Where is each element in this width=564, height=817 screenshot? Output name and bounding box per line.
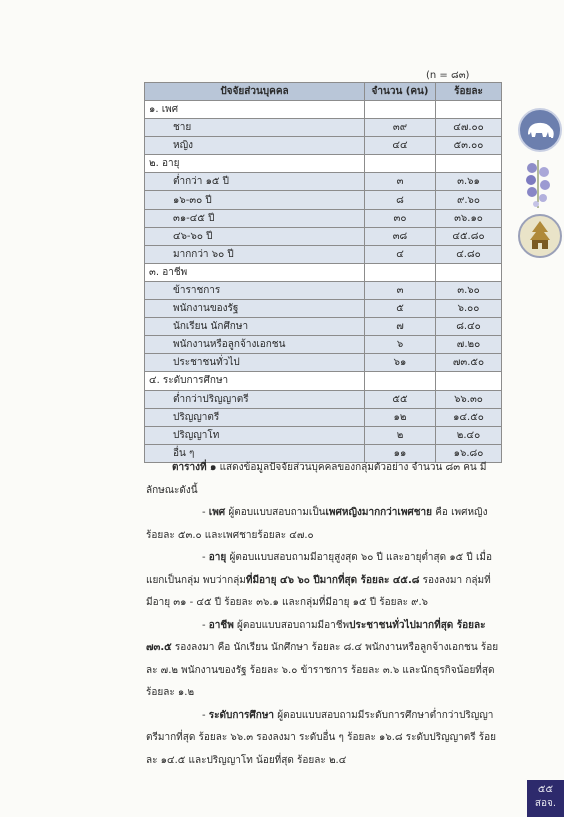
table-reference: ตารางที่ ๑ bbox=[172, 462, 217, 473]
cell-factor: ๔. ระดับการศึกษา bbox=[145, 372, 365, 390]
table-category-row bbox=[145, 155, 502, 173]
age-text-2: รองลงมา กลุ่มที่มีอายุ ๓๑ - ๔๕ ปี ร้อยละ ๓๖.๑ และกลุ่มที่มีอายุ ๑๕ ปี ร้อยละ ๙.๖ bbox=[146, 574, 491, 608]
cell-percent bbox=[436, 155, 502, 173]
table-header-row bbox=[145, 83, 502, 101]
cell-factor: ๓. อาชีพ bbox=[145, 263, 365, 281]
cell-factor: พนักงานหรือลูกจ้างเอกชน bbox=[145, 336, 365, 354]
cell-factor: ต่ำกว่า ๑๕ ปี bbox=[145, 173, 365, 191]
cell-percent: ๓.๖๐ bbox=[436, 281, 502, 299]
bullet-dash: - bbox=[202, 709, 209, 721]
cell-count: ๕ bbox=[365, 300, 436, 318]
cell-count: ๔๔ bbox=[365, 137, 436, 155]
table-category-row bbox=[145, 101, 502, 119]
cell-factor: ๑. เพศ bbox=[145, 101, 365, 119]
cell-count: ๔ bbox=[365, 245, 436, 263]
intro-text: แสดงข้อมูลปัจจัยส่วนบุคคลของกลุ่มตัวอย่าง จำนวน ๘๓ คน มีลักษณะดังนี้ bbox=[146, 462, 487, 496]
organization-abbrev: สอจ. bbox=[534, 798, 557, 809]
cell-factor: ๓๑-๔๕ ปี bbox=[145, 209, 365, 227]
education-text: ผู้ตอบแบบสอบถามมีระดับการศึกษาต่ำกว่าปริญญาตรีมากที่สุด ร้อยละ ๖๖.๓ รองลงมา ระดับอื่น ๆ ร้อยละ ๑๖.๘ ระดับปริญญาตรี ร้อยละ ๑๔.๕ และปริญญาโท น้อยที่สุด ร้อยละ ๒.๔ bbox=[146, 709, 497, 766]
cell-percent: ๕๓.๐๐ bbox=[436, 137, 502, 155]
page-number: ๕๕ bbox=[537, 784, 554, 795]
header-count: จำนวน (คน) bbox=[365, 83, 436, 101]
header-factor: ปัจจัยส่วนบุคคล bbox=[145, 83, 365, 101]
cell-factor: ๔๖-๖๐ ปี bbox=[145, 227, 365, 245]
bullet-dash: - bbox=[202, 507, 209, 518]
cell-factor: หญิง bbox=[145, 137, 365, 155]
age-highlight: ที่มีอายุ ๔๖ ๖๐ ปีมากที่สุด ร้อยละ ๔๕.๘ bbox=[245, 574, 420, 586]
cell-count bbox=[365, 372, 436, 390]
table-category-row bbox=[145, 263, 502, 281]
cell-percent: ๓๖.๑๐ bbox=[436, 209, 502, 227]
cell-percent bbox=[436, 372, 502, 390]
table-row bbox=[145, 318, 502, 336]
cell-count: ๑๒ bbox=[365, 408, 436, 426]
cell-factor: มากกว่า ๖๐ ปี bbox=[145, 245, 365, 263]
gender-text-1: ผู้ตอบแบบสอบถามเป็น bbox=[225, 507, 326, 518]
table-category-row bbox=[145, 372, 502, 390]
table-row bbox=[145, 336, 502, 354]
page-number-badge bbox=[527, 780, 564, 817]
cell-factor: ชาย bbox=[145, 119, 365, 137]
table-row bbox=[145, 390, 502, 408]
gender-paragraph bbox=[146, 502, 502, 547]
cell-count: ๓๐ bbox=[365, 209, 436, 227]
cell-percent: ๓.๖๑ bbox=[436, 173, 502, 191]
occupation-text-2: รองลงมา คือ นักเรียน นักศึกษา ร้อยละ ๘.๔ พนักงานหรือลูกจ้างเอกชน ร้อยละ ๗.๒ พนักงานของรัฐ ร้อยละ ๖.๐ ข้าราชการ ร้อยละ ๓.๖ และนักธุรกิจน้อยที่สุด ร้อยละ ๑.๒ bbox=[146, 642, 499, 698]
cell-factor: ประชาชนทั่วไป bbox=[145, 354, 365, 372]
table-row bbox=[145, 245, 502, 263]
table-row bbox=[145, 137, 502, 155]
occupation-text-1: ผู้ตอบแบบสอบถามมีอาชีพ bbox=[233, 619, 350, 631]
age-paragraph bbox=[146, 547, 502, 615]
cell-percent bbox=[436, 101, 502, 119]
cell-count bbox=[365, 101, 436, 119]
cell-count: ๗ bbox=[365, 318, 436, 336]
cell-percent: ๖.๐๐ bbox=[436, 300, 502, 318]
cell-count: ๓๘ bbox=[365, 227, 436, 245]
cell-percent: ๒.๔๐ bbox=[436, 426, 502, 444]
cell-factor: ๒. อายุ bbox=[145, 155, 365, 173]
cell-count: ๓ bbox=[365, 173, 436, 191]
cell-count: ๓๙ bbox=[365, 119, 436, 137]
table-row bbox=[145, 209, 502, 227]
table-description bbox=[146, 457, 502, 772]
age-text-1: ผู้ตอบแบบสอบถามมีอายุสูงสุด ๖๐ ปี และอายุต่ำสุด ๑๕ ปี เมื่อแยกเป็นกลุ่ม พบว่ากลุ่ม bbox=[146, 552, 492, 586]
cell-factor: ข้าราชการ bbox=[145, 281, 365, 299]
bullet-dash: - bbox=[202, 552, 209, 563]
table-row bbox=[145, 281, 502, 299]
cell-percent: ๖๖.๓๐ bbox=[436, 390, 502, 408]
table-row bbox=[145, 426, 502, 444]
table-row bbox=[145, 300, 502, 318]
cell-factor: ๑๖-๓๐ ปี bbox=[145, 191, 365, 209]
cell-percent: ๔๕.๘๐ bbox=[436, 227, 502, 245]
cell-percent: ๘.๔๐ bbox=[436, 318, 502, 336]
cell-count bbox=[365, 263, 436, 281]
occupation-paragraph bbox=[146, 615, 502, 705]
occupation-highlight: ประชาชนทั่วไปมากที่สุด ร้อยละ ๗๓.๕ bbox=[146, 619, 486, 653]
cell-percent bbox=[436, 263, 502, 281]
cell-count: ๘ bbox=[365, 191, 436, 209]
elephant-emblem-icon bbox=[518, 108, 562, 152]
personal-factors-table bbox=[144, 82, 502, 463]
cell-factor: พนักงานของรัฐ bbox=[145, 300, 365, 318]
cell-factor: ปริญญาโท bbox=[145, 426, 365, 444]
cell-factor: นักเรียน นักศึกษา bbox=[145, 318, 365, 336]
bullet-dash: - bbox=[202, 619, 209, 631]
cell-factor: ปริญญาตรี bbox=[145, 408, 365, 426]
table-row bbox=[145, 354, 502, 372]
cell-count: ๖ bbox=[365, 336, 436, 354]
cell-percent: ๙.๖๐ bbox=[436, 191, 502, 209]
occupation-heading: อาชีพ bbox=[208, 619, 234, 631]
education-paragraph bbox=[146, 705, 502, 773]
cell-percent: ๗.๒๐ bbox=[436, 336, 502, 354]
cell-count: ๕๕ bbox=[365, 390, 436, 408]
table-row bbox=[145, 408, 502, 426]
sample-size-label: (n = ๘๓) bbox=[426, 70, 470, 81]
cell-count bbox=[365, 155, 436, 173]
cell-percent: ๑๖.๘๐ bbox=[436, 444, 502, 462]
intro-paragraph bbox=[146, 457, 502, 502]
cell-percent: ๗๓.๕๐ bbox=[436, 354, 502, 372]
gender-text-2: คือ เพศหญิงร้อยละ ๕๓.๐ และเพศชายร้อยละ ๔๗.๐ bbox=[146, 507, 488, 541]
cell-count: ๖๑ bbox=[365, 354, 436, 372]
cell-factor: อื่น ๆ bbox=[145, 444, 365, 462]
gender-heading: เพศ bbox=[208, 507, 226, 518]
table-row bbox=[145, 119, 502, 137]
header-percent: ร้อยละ bbox=[436, 83, 502, 101]
table-row bbox=[145, 173, 502, 191]
cell-count: ๑๑ bbox=[365, 444, 436, 462]
education-heading: ระดับการศึกษา bbox=[208, 709, 275, 721]
cell-percent: ๔๗.๐๐ bbox=[436, 119, 502, 137]
table-row bbox=[145, 191, 502, 209]
table-row bbox=[145, 227, 502, 245]
flower-emblem-icon bbox=[518, 158, 558, 210]
cell-factor: ต่ำกว่าปริญญาตรี bbox=[145, 390, 365, 408]
cell-percent: ๔.๘๐ bbox=[436, 245, 502, 263]
gender-highlight: เพศหญิงมากกว่าเพศชาย bbox=[325, 507, 433, 518]
cell-count: ๒ bbox=[365, 426, 436, 444]
pavilion-emblem-icon bbox=[518, 214, 562, 258]
age-heading: อายุ bbox=[208, 552, 227, 563]
cell-count: ๓ bbox=[365, 281, 436, 299]
cell-percent: ๑๔.๕๐ bbox=[436, 408, 502, 426]
